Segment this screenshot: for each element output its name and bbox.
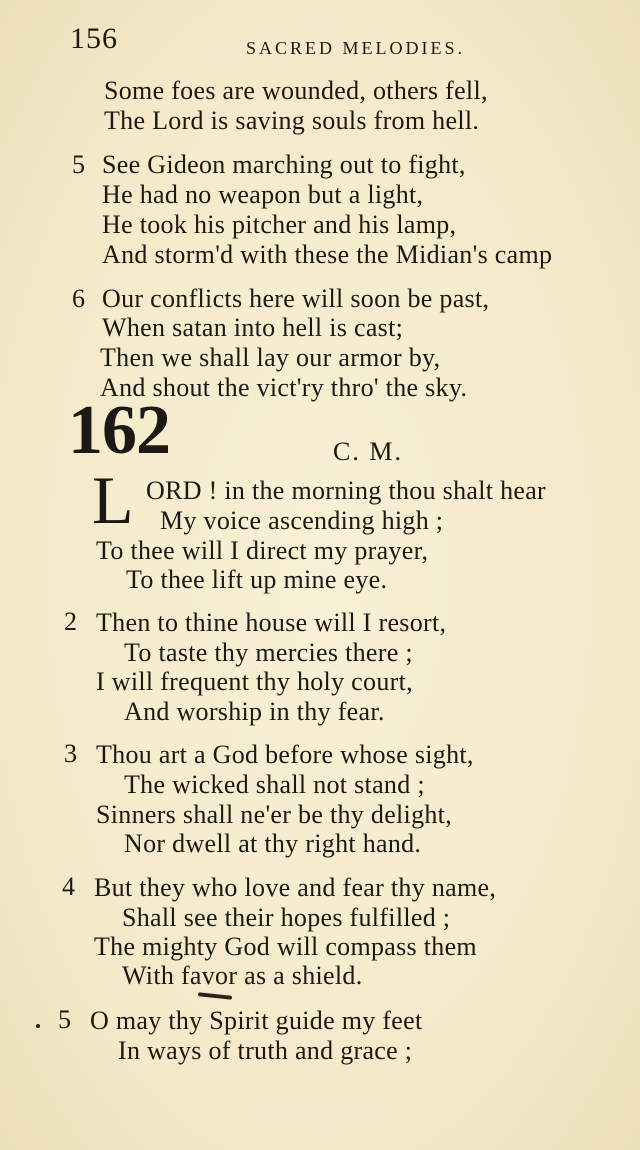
verse-line: O may thy Spirit guide my feet [90, 1006, 423, 1035]
verse-line: To thee lift up mine eye. [126, 565, 388, 594]
verse-line: The mighty God will compass them [94, 932, 477, 961]
verse-line: To taste thy mercies there ; [124, 638, 413, 667]
verse-line: Shall see their hopes fulfilled ; [122, 903, 451, 932]
verse-line: In ways of truth and grace ; [118, 1036, 413, 1065]
verse-line: Our conflicts here will soon be past, [102, 284, 490, 313]
verse-line: Thou art a God before whose sight, [96, 740, 474, 769]
verse-line: ORD ! in the morning thou shalt hear [146, 476, 547, 505]
verse-line: Then to thine house will I resort, [96, 608, 447, 637]
verse-number: 2 [64, 607, 77, 636]
verse-line: Some foes are wounded, others fell, [104, 76, 488, 105]
drop-cap: L [92, 462, 134, 538]
running-head: SACRED MELODIES. [246, 38, 466, 58]
verse-line: He had no weapon but a light, [102, 180, 424, 209]
verse-line: My voice ascending high ; [160, 506, 444, 535]
verse-line: With favor as a shield. [122, 961, 363, 990]
verse-line: And storm'd with these the Midian's camp [102, 240, 553, 269]
verse-number: 6 [72, 284, 85, 313]
verse-line: And worship in thy fear. [124, 697, 385, 726]
verse-line: When satan into hell is cast; [102, 313, 404, 342]
verse-line: The Lord is saving souls from hell. [104, 106, 480, 135]
ink-smudge [198, 992, 232, 1000]
verse-number: 3 [64, 739, 77, 768]
verse-line: He took his pitcher and his lamp, [102, 210, 457, 239]
verse-number: 5 [72, 150, 85, 179]
verse-line: To thee will I direct my prayer, [96, 536, 429, 565]
page-number: 156 [70, 22, 118, 55]
verse-line: The wicked shall not stand ; [124, 770, 425, 799]
verse-number: 4 [62, 872, 75, 901]
verse-line: See Gideon marching out to fight, [102, 150, 466, 179]
verse-line: And shout the vict'ry thro' the sky. [100, 373, 468, 402]
verse-line: Then we shall lay our armor by, [100, 343, 441, 372]
hymn-number: 162 [68, 392, 170, 469]
verse-number: 5 [58, 1005, 71, 1034]
verse-line: Nor dwell at thy right hand. [124, 829, 422, 858]
ink-dot [36, 1024, 40, 1028]
verse-line: But they who love and fear thy name, [94, 873, 497, 902]
verse-line: Sinners shall ne'er be thy delight, [96, 800, 453, 829]
verse-line: I will frequent thy holy court, [96, 667, 413, 696]
hymn-meter: C. M. [333, 437, 403, 466]
